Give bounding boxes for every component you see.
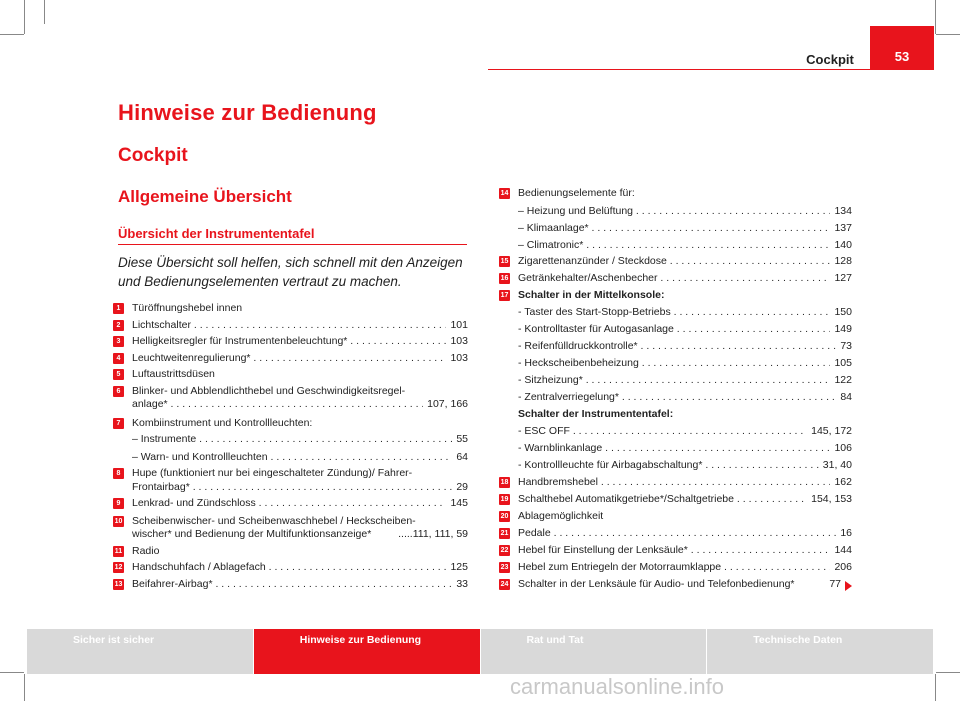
list-subitem: - Kontrolltaster für Autogasanlage . . . 149 [518,323,852,336]
list-item-continued: wischer* und Bedienung der Multifunktionsanzeige* .....111, 111, 59 [132,528,468,540]
item-number-badge: 7 [113,418,124,429]
crop-mark [24,0,25,34]
list-subheading: Schalter der Instrumententafel: [518,408,674,420]
list-subitem: – Instrumente . . . 55 [132,433,468,446]
crop-mark [935,0,936,34]
crop-mark [936,34,960,35]
crop-mark [0,34,24,35]
list-subitem: - Reifenfülldruckkontrolle* . . . 73 [518,340,852,353]
list-item: Beifahrer-Airbag* . . . 33 [132,578,468,591]
list-subitem: – Warn- und Kontrollleuchten . . . 64 [132,451,468,464]
list-subitem: – Klimaanlage* . . . 137 [518,222,852,235]
item-number-badge: 5 [113,369,124,380]
list-item: Blinker- und Abblendlichthebel und Geschwindigkeitsregel- [132,385,406,397]
item-number-badge: 13 [114,581,123,588]
item-number-badge: 8 [113,468,124,479]
tab-rat-und-tat[interactable]: Rat und Tat [481,629,707,674]
crop-mark [935,674,936,701]
list-subitem: - Heckscheibenbeheizung . . . 105 [518,357,852,370]
list-subitem: - Zentralverriegelung* . . . 84 [518,391,852,404]
list-item: Hebel für Einstellung der Lenksäule* . . . 144 [518,544,852,557]
list-item: Handbremshebel . . . 162 [518,476,852,489]
item-number-badge: 23 [500,564,509,571]
list-item-continued: anlage* . . . 107, 166 [132,398,468,411]
subsection-title: Allgemeine Übersicht [118,187,292,206]
crop-mark [24,674,25,701]
item-number-badge: 12 [114,564,123,571]
topic-rule [118,244,467,245]
item-number-badge: 2 [113,320,124,331]
list-item: Schalthebel Automatikgetriebe*/Schaltgetriebe . . . 154, 153 [518,493,852,506]
item-number-badge: 6 [113,386,124,397]
list-subitem: - Taster des Start-Stopp-Betriebs . . . 150 [518,306,852,319]
running-header: Cockpit [806,52,854,67]
list-item: Schalter in der Mittelkonsole: [518,289,665,301]
intro-text: Diese Übersicht soll helfen, sich schnell mit den Anzeigen und Bedienungselementen vertraut zu machen. [118,255,463,289]
continue-arrow-icon [845,581,852,591]
list-item: Kombiinstrument und Kontrollleuchten: [132,417,313,429]
list-subitem: - Kontrollleuchte für Airbagabschaltung* . . . 31, 40 [518,459,852,472]
tab-sicher-ist-sicher[interactable]: Sicher ist sicher [27,629,253,674]
header-rule [488,69,934,70]
crop-mark [936,672,960,673]
tab-technische-daten[interactable]: Technische Daten [707,629,933,674]
item-number-badge: 21 [500,530,509,537]
list-item: Leuchtweitenregulierung* . . . 103 [132,352,468,365]
list-item: Hupe (funktioniert nur bei eingeschalteter Zündung)/ Fahrer- [132,467,413,479]
item-number-badge: 20 [500,513,509,520]
topic-title: Übersicht der Instrumententafel [118,226,315,241]
item-number-badge: 22 [500,547,509,554]
list-item: Scheibenwischer- und Scheibenwaschhebel / Heckscheiben- [132,515,416,527]
item-number-badge: 18 [500,479,509,486]
list-item: Hebel zum Entriegeln der Motorraumklappe . . . 206 [518,561,852,574]
crop-mark [44,0,45,24]
list-item: Getränkehalter/Aschenbecher . . . 127 [518,272,852,285]
item-number-badge: 24 [500,581,509,588]
list-item-continued: Frontairbag* . . . 29 [132,481,468,494]
list-item: Schalter in der Lenksäule für Audio- und Telefonbedienung* 77 [518,578,852,591]
item-number-badge: 14 [500,190,509,197]
list-subitem: - Sitzheizung* . . . 122 [518,374,852,387]
list-item: Luftaustrittsdüsen [132,368,215,380]
item-number-badge: 3 [113,336,124,347]
tab-hinweise-zur-bedienung[interactable]: Hinweise zur Bedienung [254,629,480,674]
watermark: carmanualsonline.info [510,674,725,699]
list-item: Bedienungselemente für: [518,187,635,199]
list-item: Zigarettenanzünder / Steckdose . . . 128 [518,255,852,268]
list-item: Pedale . . . 16 [518,527,852,540]
list-subitem: - ESC OFF . . . 145, 172 [518,425,852,438]
page-number-tab [870,26,934,70]
item-number-badge: 15 [500,258,509,265]
list-subitem: – Heizung und Belüftung . . . 134 [518,205,852,218]
item-number-badge: 17 [500,292,509,299]
item-number-badge: 11 [114,548,123,555]
item-number-badge: 16 [500,275,509,282]
list-subitem: – Climatronic* . . . 140 [518,239,852,252]
item-number-badge: 19 [500,496,509,503]
section-title: Cockpit [118,145,188,166]
list-item: Lichtschalter . . . 101 [132,319,468,332]
item-number-badge: 1 [113,303,124,314]
chapter-nav [27,629,933,674]
item-number-badge: 9 [113,498,124,509]
list-item: Radio [132,545,160,557]
item-number-badge: 4 [113,353,124,364]
chapter-title: Hinweise zur Bedienung [118,100,377,125]
list-item: Handschuhfach / Ablagefach . . . 125 [132,561,468,574]
page-number: 53 [894,49,910,64]
item-number-badge: 10 [114,518,123,525]
list-item: Türöffnungshebel innen [132,302,243,314]
list-item: Helligkeitsregler für Instrumentenbeleuchtung* . . . 103 [132,335,468,348]
list-subitem: - Warnblinkanlage . . . 106 [518,442,852,455]
crop-mark [0,672,24,673]
list-item: Ablagemöglichkeit [518,510,604,522]
list-item: Lenkrad- und Zündschloss . . . 145 [132,497,468,510]
